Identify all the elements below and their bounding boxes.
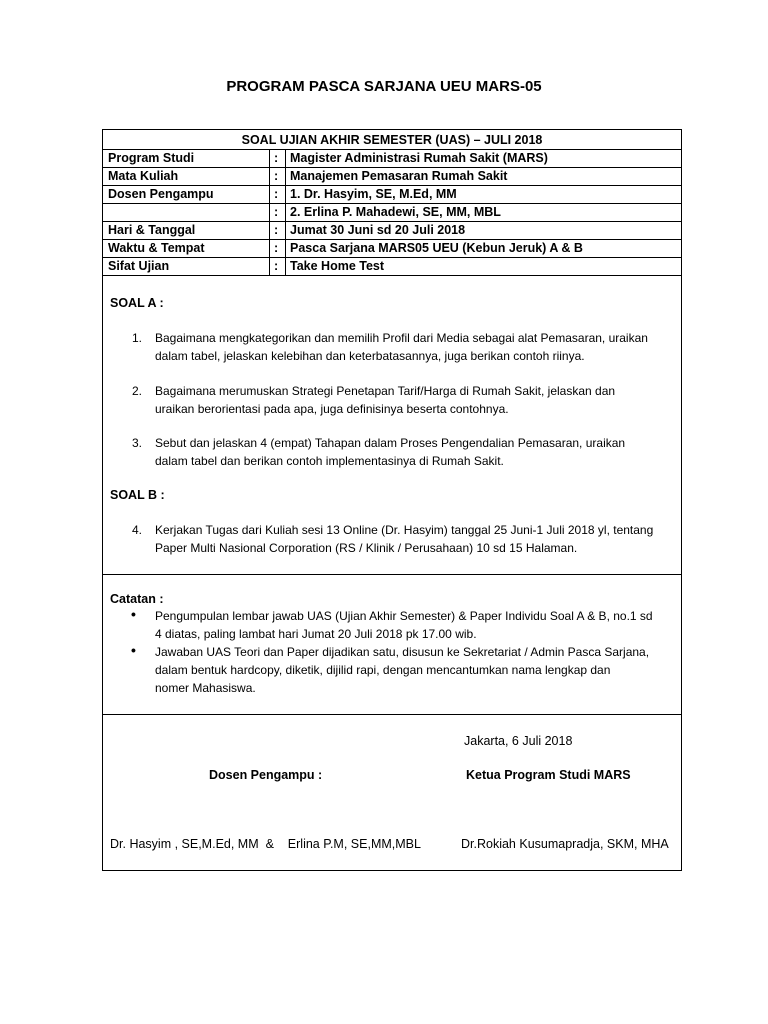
question-line: Bagaimana mengkategorikan dan memilih Profil dari Media sebagai alat Pemasaran, uraikan — [155, 331, 648, 345]
note-line: Pengumpulan lembar jawab UAS (Ujian Akhir Semester) & Paper Individu Soal A & B, no.1 sd — [155, 609, 653, 623]
exam-title: SOAL UJIAN AKHIR SEMESTER (UAS) – JULI 2018 — [241, 133, 543, 147]
info-label: Mata Kuliah — [108, 169, 179, 183]
question-number: 1. — [132, 331, 143, 345]
info-value: Manajemen Pemasaran Rumah Sakit — [290, 169, 508, 183]
question-line: dalam tabel, jelaskan kelebihan dan keterbatasannya, juga berikan contoh riinya. — [155, 349, 585, 363]
info-label: Waktu & Tempat — [108, 241, 205, 255]
sign-right-name: Dr.Rokiah Kusumapradja, SKM, MHA — [461, 837, 669, 851]
note-line: 4 diatas, paling lambat hari Jumat 20 Juli 2018 pk 17.00 wib. — [155, 627, 477, 641]
document-title: PROGRAM PASCA SARJANA UEU MARS-05 — [226, 78, 542, 95]
info-separator: : — [274, 259, 279, 273]
info-value: Take Home Test — [290, 259, 385, 273]
question-number: 3. — [132, 436, 143, 450]
bullet-icon: • — [131, 606, 136, 622]
info-label: Program Studi — [108, 151, 195, 165]
question-line: uraikan berorientasi pada apa, juga definisinya beserta contohnya. — [155, 402, 509, 416]
catatan-heading: Catatan : — [110, 592, 164, 606]
info-separator: : — [274, 223, 279, 237]
note-line: Jawaban UAS Teori dan Paper dijadikan satu, disusun ke Sekretariat / Admin Pasca Sarjana, — [155, 645, 650, 659]
note-line: nomer Mahasiswa. — [155, 681, 256, 695]
info-separator: : — [274, 187, 279, 201]
info-separator: : — [274, 241, 279, 255]
sign-left-title: Dosen Pengampu : — [209, 768, 323, 782]
info-value: Pasca Sarjana MARS05 UEU (Kebun Jeruk) A & B — [290, 241, 583, 255]
info-separator: : — [274, 205, 279, 219]
soal-a-heading: SOAL A : — [110, 296, 164, 310]
bullet-icon: • — [131, 642, 136, 658]
question-line: Paper Multi Nasional Corporation (RS / Klinik / Perusahaan) 10 sd 15 Halaman. — [155, 541, 578, 555]
question-line: Bagaimana merumuskan Strategi Penetapan Tarif/Harga di Rumah Sakit, jelaskan dan — [155, 384, 616, 398]
info-value: Jumat 30 Juni sd 20 Juli 2018 — [290, 223, 466, 237]
question-number: 4. — [132, 523, 143, 537]
info-separator: : — [274, 169, 279, 183]
question-line: Sebut dan jelaskan 4 (empat) Tahapan dalam Proses Pengendalian Pemasaran, uraikan — [155, 436, 626, 450]
info-label: Dosen Pengampu — [108, 187, 214, 201]
info-value: 2. Erlina P. Mahadewi, SE, MM, MBL — [290, 205, 501, 219]
info-value: 1. Dr. Hasyim, SE, M.Ed, MM — [290, 187, 457, 201]
info-label: Hari & Tanggal — [108, 223, 196, 237]
exam-box — [102, 129, 682, 871]
sign-right-title: Ketua Program Studi MARS — [466, 768, 631, 782]
soal-b-heading: SOAL B : — [110, 488, 165, 502]
question-line: dalam tabel dan berikan contoh implementasinya di Rumah Sakit. — [155, 454, 504, 468]
note-line: dalam bentuk hardcopy, diketik, dijilid rapi, dengan mencantumkan nama lengkap dan — [155, 663, 611, 677]
place-date: Jakarta, 6 Juli 2018 — [464, 734, 573, 748]
question-line: Kerjakan Tugas dari Kuliah sesi 13 Online (Dr. Hasyim) tanggal 25 Juni-1 Juli 2018 yl, tentang — [155, 523, 654, 537]
info-separator: : — [274, 151, 279, 165]
info-value: Magister Administrasi Rumah Sakit (MARS) — [290, 151, 548, 165]
info-label: Sifat Ujian — [108, 259, 170, 273]
sign-left-names: Dr. Hasyim , SE,M.Ed, MM & Erlina P.M, SE,MM,MBL — [110, 837, 421, 851]
question-number: 2. — [132, 384, 143, 398]
